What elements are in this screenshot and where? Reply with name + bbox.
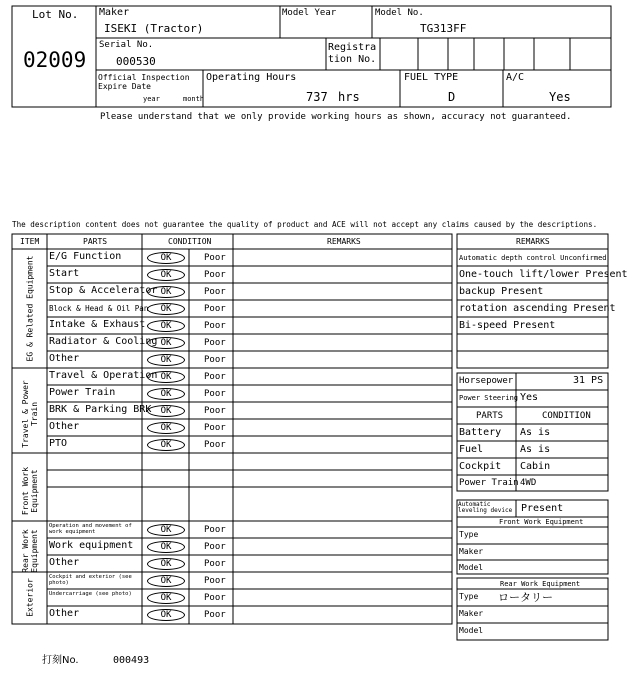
poor-option: Poor — [204, 593, 226, 603]
front-model-label: Model — [459, 563, 484, 572]
part-cond-fuel: As is — [520, 444, 551, 455]
maker-value: ISEKI (Tractor) — [104, 22, 204, 35]
disclaimer: The description content does not guarantee the quality of product and ACE will not accept any claims caused by the descriptions. — [12, 220, 598, 229]
ok-marker: OK — [147, 524, 185, 536]
rear-work-title: Rear Work Equipment — [500, 580, 581, 588]
front-work-title: Front Work Equipment — [499, 518, 584, 526]
poor-option: Poor — [204, 338, 226, 348]
part-label: Travel & Operation — [49, 370, 158, 381]
ok-marker: OK — [147, 388, 185, 400]
ok-marker: OK — [147, 320, 185, 332]
serial-label: Serial No. — [99, 40, 154, 50]
part-label: Radiator & Cooling — [49, 336, 158, 347]
part-name-cockpit: Cockpit — [459, 461, 502, 472]
operating-hours-unit: hrs — [338, 90, 360, 104]
remark-line-1: Automatic depth control Unconfirmed — [459, 254, 607, 262]
section-title-eg: EG & Related Equipment — [25, 255, 35, 362]
poor-option: Poor — [204, 440, 226, 450]
fuel-type-label: FUEL TYPE — [404, 72, 459, 83]
poor-option: Poor — [204, 389, 226, 399]
ok-marker: OK — [147, 558, 185, 570]
power-steering-value: Yes — [520, 392, 539, 403]
auto-leveling-value: Present — [521, 503, 564, 514]
part-label: Stop & Accelerator — [49, 285, 158, 296]
part-name-power-train: Power Train — [459, 478, 519, 488]
remark-line-4: rotation ascending Present — [459, 303, 616, 314]
item-header: ITEM — [20, 237, 40, 246]
lot-label: Lot No. — [32, 8, 79, 21]
horsepower-label: Horsepower — [459, 376, 514, 386]
part-label: Intake & Exhaust — [49, 319, 146, 330]
ac-label: A/C — [506, 72, 525, 83]
section-title-front-work: Front Work Equipment — [21, 466, 39, 516]
maker-label: Maker — [99, 7, 130, 18]
poor-option: Poor — [204, 559, 226, 569]
section-title-rear-work: Rear Work Equipment — [21, 529, 39, 573]
ok-marker: OK — [147, 286, 185, 298]
model-year-label: Model Year — [282, 8, 337, 18]
ok-marker: OK — [147, 405, 185, 417]
ok-marker: OK — [147, 303, 185, 315]
ac-value: Yes — [549, 90, 571, 104]
parts-header: PARTS — [83, 237, 108, 246]
part-label: E/G Function — [49, 251, 122, 262]
ok-marker: OK — [147, 354, 185, 366]
auto-leveling-label: Automatic leveling device — [458, 501, 513, 514]
poor-option: Poor — [204, 542, 226, 552]
part-name-fuel: Fuel — [459, 444, 484, 455]
ok-marker: OK — [147, 422, 185, 434]
poor-option: Poor — [204, 321, 226, 331]
ok-marker: OK — [147, 252, 185, 264]
month-label: month — [183, 95, 205, 103]
part-label: Start — [49, 268, 80, 279]
year-label: year — [143, 95, 160, 103]
rear-maker-label: Maker — [459, 609, 484, 618]
ok-marker: OK — [147, 609, 185, 621]
part-label: BRK & Parking BRK — [49, 404, 152, 415]
section-title-exterior: Exterior — [25, 578, 35, 617]
lot-value: 02009 — [23, 48, 87, 72]
ok-marker: OK — [147, 337, 185, 349]
poor-option: Poor — [204, 406, 226, 416]
part-label: PTO — [49, 438, 68, 449]
poor-option: Poor — [204, 610, 226, 620]
remark-line-3: backup Present — [459, 286, 544, 297]
part-label: Undercarriage (see photo) — [49, 591, 132, 597]
ok-marker: OK — [147, 541, 185, 553]
part-label: Other — [49, 353, 80, 364]
operating-hours-value: 737 — [306, 90, 328, 104]
part-label: Other — [49, 421, 80, 432]
stamp-value: 000493 — [113, 655, 150, 666]
ok-marker: OK — [147, 371, 185, 383]
inspection-label: Official Inspection Expire Date — [98, 73, 190, 91]
poor-option: Poor — [204, 525, 226, 535]
part-cond-battery: As is — [520, 427, 551, 438]
poor-option: Poor — [204, 372, 226, 382]
operating-hours-label: Operating Hours — [206, 72, 297, 83]
front-type-label: Type — [459, 530, 479, 539]
ok-marker: OK — [147, 592, 185, 604]
part-label: Work equipment — [49, 540, 134, 551]
ok-marker: OK — [147, 439, 185, 451]
poor-option: Poor — [204, 304, 226, 314]
ok-marker: OK — [147, 269, 185, 281]
part-label: Cockpit and exterior (see photo) — [49, 574, 132, 586]
poor-option: Poor — [204, 270, 226, 280]
part-cond-cockpit: Cabin — [520, 461, 551, 472]
serial-value: 000530 — [116, 55, 156, 68]
horsepower-value: 31 PS — [573, 375, 604, 386]
part-name-battery: Battery — [459, 427, 502, 438]
right-parts-header: PARTS — [476, 411, 504, 421]
right-condition-header: CONDITION — [542, 411, 591, 421]
power-steering-label: Power Steering — [459, 394, 519, 402]
section-title-travel: Travel & Power Train — [21, 380, 39, 448]
part-label: Other — [49, 557, 80, 568]
poor-option: Poor — [204, 355, 226, 365]
poor-option: Poor — [204, 423, 226, 433]
part-label: Block & Head & Oil Pan — [49, 304, 149, 313]
part-label: Power Train — [49, 387, 116, 398]
rear-type-label: Type — [459, 592, 479, 601]
stamp-label: 打刻No. — [42, 655, 79, 666]
registration-label: Registration No. — [328, 42, 377, 65]
ok-marker: OK — [147, 575, 185, 587]
part-label: Operation and movement of work equipment — [49, 523, 132, 535]
condition-header: CONDITION — [168, 237, 212, 246]
poor-option: Poor — [204, 576, 226, 586]
remark-line-2: One-touch lift/lower Present — [459, 269, 628, 280]
poor-option: Poor — [204, 253, 226, 263]
front-maker-label: Maker — [459, 547, 484, 556]
remark-line-5: Bi-speed Present — [459, 320, 556, 331]
model-no-label: Model No. — [375, 8, 424, 18]
remarks-header: REMARKS — [327, 237, 361, 246]
poor-option: Poor — [204, 287, 226, 297]
part-cond-power-train: 4WD — [520, 478, 537, 488]
rear-model-label: Model — [459, 626, 484, 635]
model-no-value: TG313FF — [420, 22, 467, 35]
part-label: Other — [49, 608, 80, 619]
fuel-type-value: D — [448, 90, 456, 104]
hours-notice: Please understand that we only provide working hours as shown, accuracy not guaranteed. — [100, 112, 572, 122]
rear-type-value: ロータリー — [498, 591, 553, 604]
right-remarks-title: REMARKS — [516, 237, 550, 246]
